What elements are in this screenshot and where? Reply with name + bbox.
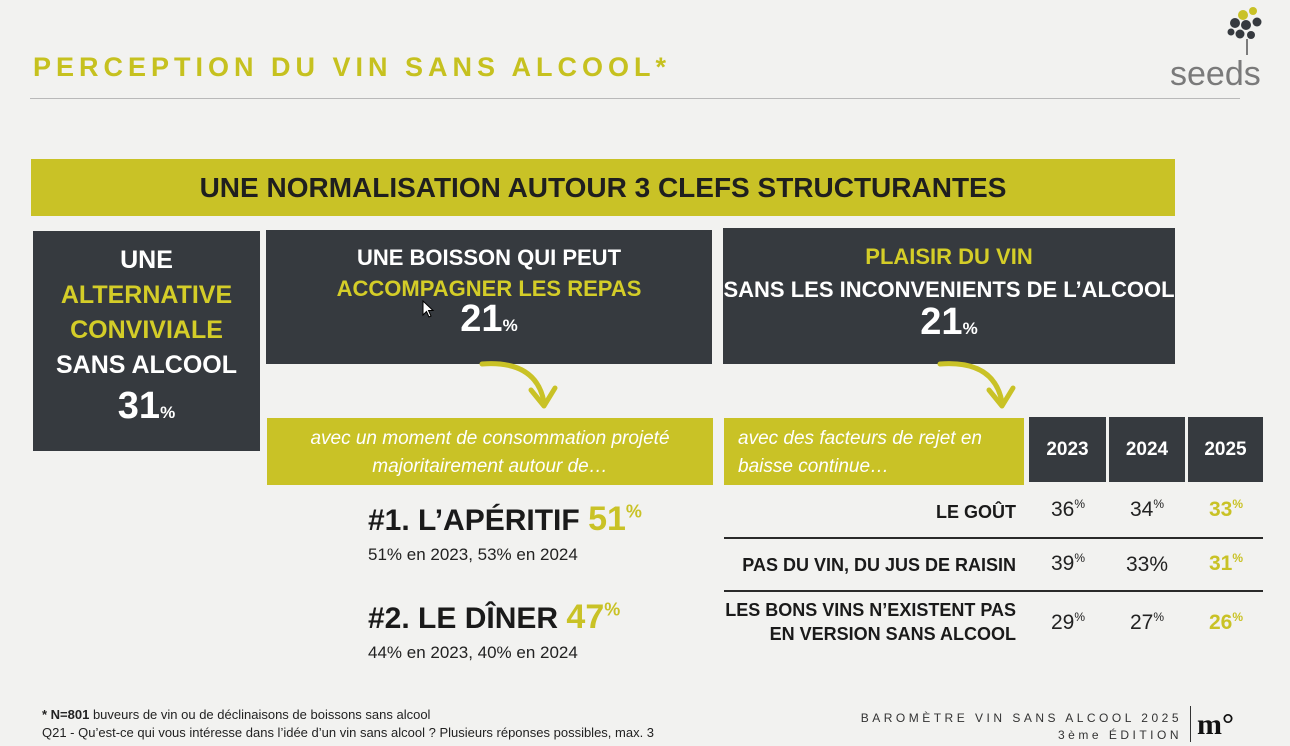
footnote-sample [42, 707, 430, 722]
barometer-edition: 3ème ÉDITION [1057, 728, 1182, 742]
table-divider [724, 590, 1263, 592]
brand-logo: m° [1197, 708, 1234, 741]
footnote-question: Q21 - Qu’est-ce qui vous intéresse dans l’idée d’un vin sans alcool ? Plusieurs réponses possibles, max. 3 [42, 725, 655, 740]
row2-2023-value: 39 [1050, 552, 1075, 575]
row2-label: PAS DU VIN, DU JUS DE RAISIN [742, 555, 1016, 575]
footer-separator [1190, 706, 1191, 742]
key2-line1: UNE BOISSON QUI PEUT [356, 245, 622, 270]
row2-value-2025 [1188, 551, 1264, 576]
year-header-2025: 2025 [1188, 417, 1263, 482]
row1-value-2024 [1109, 497, 1185, 522]
key2-percentage [266, 298, 712, 340]
row1-2023-unit: % [1074, 497, 1086, 511]
moment-rank-2 [368, 598, 620, 637]
row1-2024-value: 34 [1129, 498, 1154, 521]
moment-rank-1-history: 51% en 2023, 53% en 2024 [368, 545, 578, 564]
row3-value-2023 [1030, 610, 1106, 635]
row2-2023-unit: % [1074, 551, 1086, 565]
moment-rank-2-pct-value: 47 [566, 598, 605, 636]
row2-value-2023 [1030, 551, 1106, 576]
moment-rank-1-pct-unit: % [625, 501, 642, 522]
rejection-intro-line1: avec des facteurs de rejet en [738, 428, 982, 449]
rejection-row-label [724, 500, 1016, 524]
key3-line2: SANS LES INCONVENIENTS DE L’ALCOOL [723, 277, 1175, 302]
row1-value-2025 [1188, 497, 1264, 522]
row3-2025-value: 26 [1208, 611, 1233, 634]
moment-item-diner [368, 598, 620, 663]
row2-2025-unit: % [1232, 551, 1244, 565]
footnote-sample-rest: buveurs de vin ou de déclinaisons de boissons sans alcool [89, 707, 431, 722]
key3-pct-value: 21 [920, 301, 963, 343]
key1-pct-unit: % [160, 403, 176, 422]
key1-line3: CONVIVIALE [70, 316, 223, 344]
key3-line1: PLAISIR DU VIN [865, 244, 1033, 269]
footnote-sample-bold: * N=801 [42, 707, 90, 722]
key-card-plaisir [723, 228, 1175, 364]
row3-label-line2: EN VERSION SANS ALCOOL [769, 624, 1016, 644]
moment-rank-2-pct [566, 598, 620, 636]
moment-intro-line1: avec un moment de consommation projeté [310, 428, 670, 449]
row2-value-2024 [1109, 553, 1185, 577]
key1-line1: UNE [120, 246, 173, 274]
moment-item-aperitif [368, 500, 642, 565]
barometer-title: BAROMÈTRE VIN SANS ALCOOL 2025 [860, 711, 1182, 725]
seeds-logo-dots-icon [1165, 5, 1275, 55]
curved-arrow-icon [478, 350, 568, 412]
key1-line4: SANS ALCOOL [55, 351, 238, 379]
rejection-row-label [724, 598, 1016, 646]
row3-2023-unit: % [1074, 610, 1086, 624]
seeds-logo-text: seeds [1170, 55, 1261, 93]
key-card-repas [266, 230, 712, 364]
key2-pct-unit: % [502, 316, 518, 335]
year-header-2023: 2023 [1029, 417, 1106, 482]
page-title: PERCEPTION DU VIN SANS ALCOOL* [33, 52, 672, 82]
moment-rank-1-pct-value: 51 [588, 500, 626, 538]
row1-2025-value: 33 [1208, 498, 1233, 521]
row1-value-2023 [1030, 497, 1106, 522]
row3-2024-value: 27 [1129, 611, 1154, 634]
row3-2024-unit: % [1153, 610, 1165, 624]
key1-line2: ALTERNATIVE [60, 281, 233, 309]
row1-2024-unit: % [1153, 497, 1165, 511]
banner-text: UNE NORMALISATION AUTOUR 3 CLEFS STRUCTURANTES [199, 171, 1007, 203]
row2-2025-value: 31 [1208, 552, 1233, 575]
row3-2025-unit: % [1232, 610, 1244, 624]
key1-pct-value: 31 [117, 385, 161, 427]
key3-percentage [723, 301, 1175, 343]
title-divider [30, 98, 1240, 99]
key1-percentage [33, 385, 260, 427]
year-header-2024: 2024 [1109, 417, 1185, 482]
moment-rank-2-pct-unit: % [604, 599, 621, 620]
key3-pct-unit: % [962, 319, 978, 338]
rejection-row-label [724, 553, 1016, 577]
moment-intro-line2: majoritairement autour de… [372, 456, 608, 477]
key2-line2: ACCOMPAGNER LES REPAS [336, 276, 642, 301]
mouse-cursor-icon [422, 300, 436, 320]
row3-2023-value: 29 [1050, 611, 1075, 634]
row1-2023-value: 36 [1050, 498, 1075, 521]
moment-rank-2-label: #2. LE DÎNER [368, 602, 559, 635]
row3-value-2025 [1188, 610, 1264, 635]
moment-rank-1-label: #1. L’APÉRITIF [368, 504, 580, 537]
moment-intro-bar [267, 418, 713, 485]
table-divider [724, 537, 1263, 539]
row2-2024-value: 33% [1125, 553, 1169, 576]
row1-2025-unit: % [1232, 497, 1244, 511]
main-banner [31, 159, 1175, 216]
key2-pct-value: 21 [460, 298, 503, 340]
row1-label: LE GOÛT [936, 502, 1016, 522]
rejection-intro-line2: baisse continue… [738, 456, 890, 477]
row3-label-line1: LES BONS VINS N’EXISTENT PAS [725, 600, 1016, 620]
seeds-logo [1165, 5, 1275, 97]
key-card-alternative [33, 231, 260, 451]
moment-rank-1 [368, 500, 642, 539]
rejection-intro-bar [724, 418, 1024, 485]
curved-arrow-icon [936, 350, 1026, 412]
moment-rank-2-history: 44% en 2023, 40% en 2024 [368, 643, 578, 662]
row3-value-2024 [1109, 610, 1185, 635]
moment-rank-1-pct [588, 500, 642, 538]
